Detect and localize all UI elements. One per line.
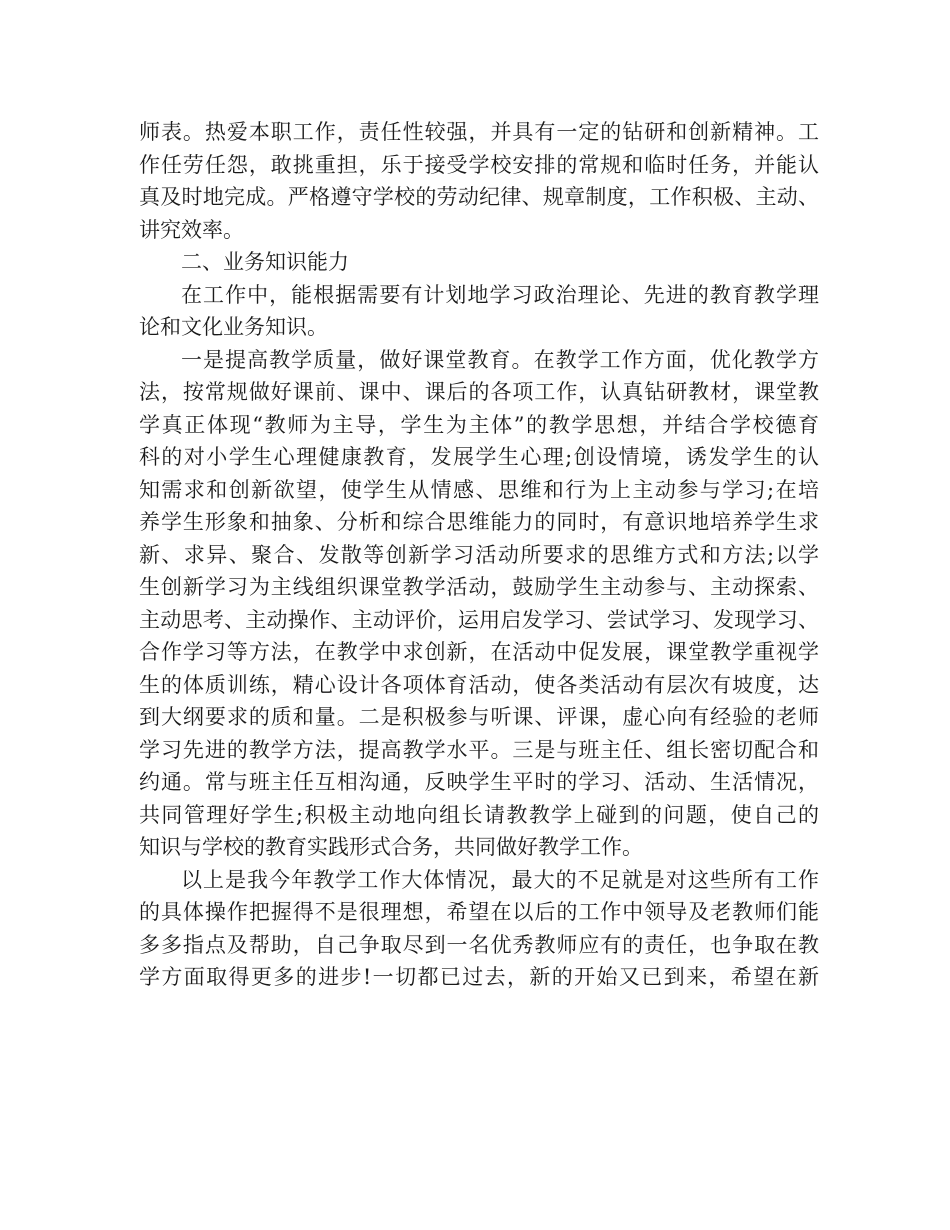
document-body xyxy=(139,116,819,994)
text-line: 学真正体现“教师为主导，学生为主体”的教学思想，并结合学校德育 xyxy=(139,412,819,437)
text-line: 生的体质训练，精心设计各项体育活动，使各类活动有层次有坡度，达 xyxy=(139,672,819,697)
text-line: 在工作中，能根据需要有计划地学习政治理论、先进的教育教学理 xyxy=(181,282,819,307)
text-line: 一是提高教学质量，做好课堂教育。在教学工作方面，优化教学方 xyxy=(181,347,819,372)
text-line: 论和文化业务知识。 xyxy=(139,315,328,339)
text-line: 养学生形象和抽象、分析和综合思维能力的同时，有意识地培养学生求 xyxy=(139,510,819,534)
text-line: 二、业务知识能力 xyxy=(181,250,349,274)
text-line: 共同管理好学生;积极主动地向组长请教教学上碰到的问题，使自己的 xyxy=(139,802,819,827)
text-line: 知需求和创新欲望，使学生从情感、思维和行为上主动参与学习;在培 xyxy=(139,477,819,502)
text-line: 主动思考、主动操作、主动评价，运用启发学习、尝试学习、发现学习、 xyxy=(139,607,819,632)
text-line: 的具体操作把握得不是很理想，希望在以后的工作中领导及老教师们能 xyxy=(139,900,819,924)
text-line: 新、求异、聚合、发散等创新学习活动所要求的思维方式和方法;以学 xyxy=(139,542,819,567)
text-line: 到大纲要求的质和量。二是积极参与听课、评课，虚心向有经验的老师 xyxy=(139,705,819,729)
text-line: 以上是我今年教学工作大体情况，最大的不足就是对这些所有工作 xyxy=(181,867,819,892)
text-line: 约通。常与班主任互相沟通，反映学生平时的学习、活动、生活情况， xyxy=(139,770,819,794)
text-line: 学方面取得更多的进步!一切都已过去，新的开始又已到来，希望在新 xyxy=(139,965,819,989)
text-line: 作任劳任怨，敢挑重担，乐于接受学校安排的常规和临时任务，并能认 xyxy=(139,152,819,177)
text-line: 讲究效率。 xyxy=(139,217,244,242)
text-line: 学习先进的教学方法，提高教学水平。三是与班主任、组长密切配合和 xyxy=(139,737,819,762)
text-line: 师表。热爱本职工作，责任性较强，并具有一定的钻研和创新精神。工 xyxy=(139,120,819,144)
text-line: 多多指点及帮助，自己争取尽到一名优秀教师应有的责任，也争取在教 xyxy=(139,932,819,957)
text-line: 知识与学校的教育实践形式合务，共同做好教学工作。 xyxy=(139,835,643,859)
text-line: 合作学习等方法，在教学中求创新，在活动中促发展，课堂教学重视学 xyxy=(139,640,819,664)
text-line: 真及时地完成。严格遵守学校的劳动纪律、规章制度，工作积极、主动、 xyxy=(139,185,819,209)
text-line: 法，按常规做好课前、课中、课后的各项工作，认真钻研教材，课堂教 xyxy=(139,380,819,404)
text-line: 科的对小学生心理健康教育，发展学生心理;创设情境，诱发学生的认 xyxy=(139,445,819,469)
text-line: 生创新学习为主线组织课堂教学活动，鼓励学生主动参与、主动探索、 xyxy=(139,575,819,599)
